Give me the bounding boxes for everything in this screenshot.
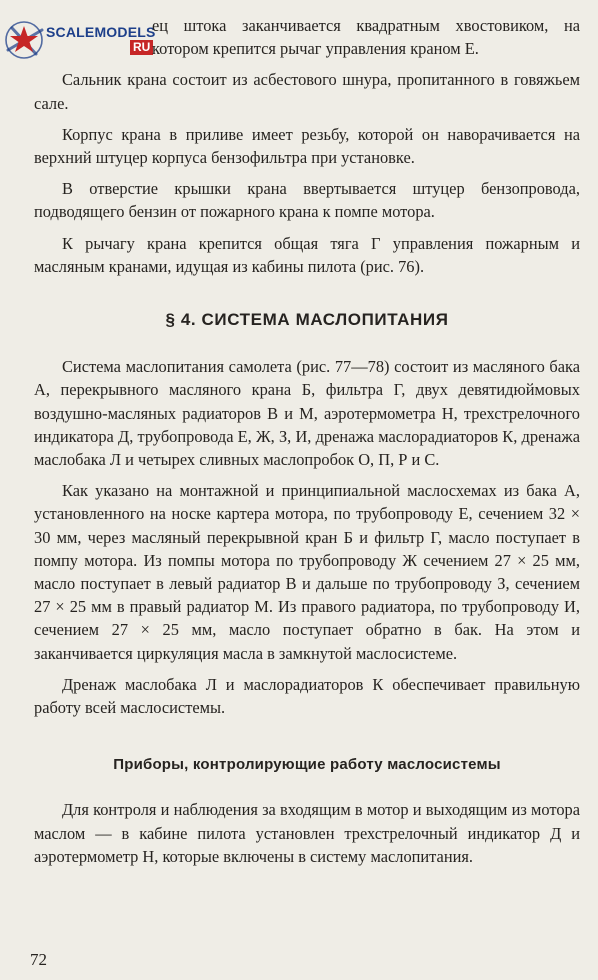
page-number: 72 [30,950,47,969]
page-body [34,14,580,876]
paragraph: В отверстие крышки крана ввертывается штуцер бензопровода, подводящего бензин от пожарного крана к помпе мотора. [34,179,580,222]
paragraph: Дренаж маслобака Л и маслорадиаторов К обеспечивает правильную работу всей маслосистемы. [34,674,580,718]
section-heading: § 4. СИСТЕМА МАСЛОПИТАНИЯ [165,310,449,330]
paragraph: К рычагу крана крепится общая тяга Г управления пожарным и масляным кранами, идущая из кабины пилота (рис. 76). [34,233,580,276]
logo-text: SCALEMODELS [46,24,156,40]
logo-suffix: RU [130,40,153,55]
subsection-heading: Приборы, контролирующие работу маслосистемы [113,756,501,774]
paragraph: Корпус крана в приливе имеет резьбу, которой он наворачивается на верхний штуцер корпуса бензофильтра при установке. [34,124,580,168]
paragraph: ец штока заканчивается квадратным хвостовиком, на котором крепится рычаг управления краном Е. [152,16,580,59]
paragraph: Сальник крана состоит из асбестового шнура, пропитанного в говяжьем сале. [34,70,580,113]
paragraph: Для контроля и наблюдения за входящим в мотор и выходящим из мотора маслом — в кабине пилота установлен трехстрелочный индикатор Д и аэротермометр Н, которые включены в систему маслопитания. [34,800,580,866]
paragraph: Система маслопитания самолета (рис. 77—78) состоит из масляного бака А, перекрывного масляного крана Б, фильтра Г, двух девятидюймовых воздушно-масляных радиаторов В и М, аэротермометра Н, трехстрелочного индикатора Д, трубопровода Е, Ж, З, И, дренажа маслорадиаторов К, дренажа маслобака Л и четырех сливных маслопробок О, П, Р и С. [34,357,580,470]
paragraph: Как указано на монтажной и принципиальной маслосхемах из бака А, установленного на носке картера мотора, по трубопроводу Е, сечением 32 × 30 мм, через масляный перекрывной кран Б и фильтр Г, масло поступает в помпу мотора. Из помпы мотора по трубопроводу Ж сечением 27 × 25 мм, масло поступает в левый радиатор В и дальше по трубопроводу З, сечением 27 × 25 мм в правый радиатор М. Из правого радиатора, по трубопроводу И, сечением 27 × 25 мм, масло поступает обратно в бак. На этом и заканчивается циркуляция масла в замкнутой маслосистеме. [34,481,580,663]
